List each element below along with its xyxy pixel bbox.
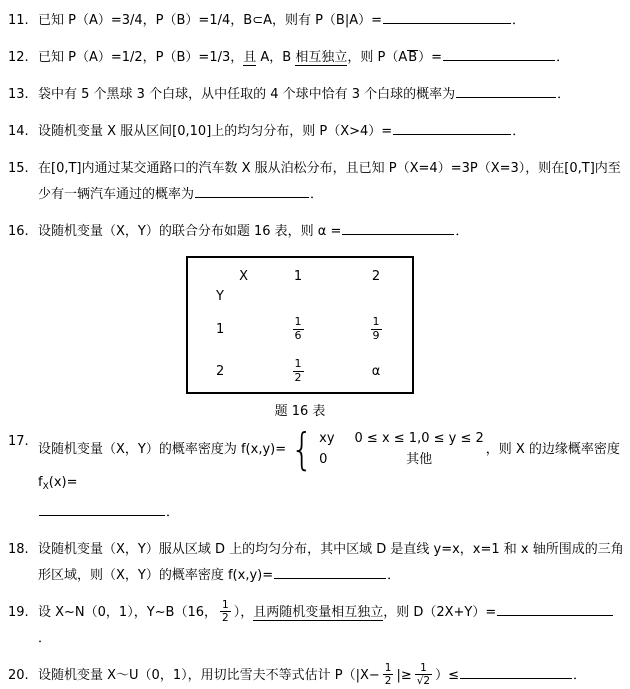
question-list-bottom (6, 423, 624, 689)
text-segment: (x)= (48, 475, 78, 491)
underlined-text: 且两随机变量相互独立 (253, 605, 384, 621)
table-cell-r2c2: α (371, 363, 381, 379)
table-y-label: Y (216, 288, 224, 304)
question-number: 20. (8, 668, 29, 684)
joint-distribution-table (186, 256, 414, 394)
text-segment: 设随机变量（X，Y）的概率密度为 f(x,y)= (38, 442, 287, 458)
blank-field (274, 564, 386, 579)
text-segment: 已知 P（A）=3/4，P（B）=1/4，B⊂A，则有 P（B|A）= (38, 13, 383, 28)
text-segment: ）≤ (435, 668, 459, 684)
brace-icon: { (290, 423, 314, 475)
text-segment: ，则 P（A (347, 50, 408, 65)
question-number: 18. (8, 542, 29, 558)
fraction: $\frac{1}{√2}$ (416, 662, 431, 688)
text-segment: 设 X~N（0，1），Y~B（16， (38, 605, 217, 621)
blank-field (383, 9, 511, 24)
blank-field (456, 83, 556, 98)
text-segment: ． (387, 568, 401, 584)
question-item (6, 219, 624, 245)
text-segment: |≥ (396, 668, 412, 684)
fraction: $\frac{1}{2}$ (294, 356, 302, 384)
text-segment: 设随机变量（X，Y）服从区域 D 上的均匀分布，其中区域 D 是直线 y=x，x=1 和 x 轴所围成的三角形区域，则（X，Y）的概率密度 f(x,y)= (38, 542, 624, 584)
question-number: 13. (8, 87, 29, 102)
table-caption: 题 16 表 (274, 404, 326, 419)
text-segment: ，则 D（2X+Y）= (383, 605, 497, 621)
blank-field (195, 183, 309, 198)
text-segment: ． (557, 87, 571, 102)
text-segment: 已知 P（A）=1/2，P（B）=1/3， (38, 50, 244, 65)
fraction: $\frac{1}{2}$ (384, 662, 392, 688)
text-segment: 设随机变量 X 服从区间[0,10]上的均匀分布，则 P（X>4）= (38, 124, 393, 139)
question-item (6, 156, 624, 208)
text-segment: ． (512, 124, 526, 139)
question-item (6, 82, 624, 108)
question-item (6, 45, 624, 71)
fraction: $\frac{1}{9}$ (372, 314, 380, 342)
blank-field (342, 220, 454, 235)
text-segment: ． (573, 668, 587, 684)
text-segment: A，B (256, 50, 296, 65)
question-item (6, 537, 624, 589)
text-segment: 袋中有 5 个黑球 3 个白球，从中任取的 4 个球中恰有 3 个白球的概率为 (38, 87, 456, 102)
fraction: $\frac{1}{2}$ (222, 599, 229, 625)
table-row2-label: 2 (216, 363, 225, 379)
table-cell-r2c1 (256, 358, 340, 384)
table-col-header-1: 1 (293, 269, 303, 284)
text-segment: 在[0,T]内通过某交通路口的汽车数 X 服从泊松分布，且已知 P（X=4）=3P（X=3），则在[0,T]内至少有一辆汽车通过的概率为 (38, 161, 621, 202)
question-item (6, 600, 624, 652)
question-number: 16. (8, 224, 29, 239)
blank-field (443, 46, 555, 61)
question-item (6, 119, 624, 145)
text-segment: 设随机变量（X，Y）的联合分布如题 16 表，则 α = (38, 224, 342, 239)
blank-field (460, 664, 572, 679)
question-number: 14. (8, 124, 29, 139)
blank-field (497, 601, 613, 616)
question-number: 17. (8, 434, 29, 449)
table-x-label: X (239, 269, 248, 284)
table-cell-r1c1 (256, 316, 340, 342)
text-segment: ． (455, 224, 469, 239)
question-item (6, 8, 624, 34)
underlined-text: 相互独立 (295, 50, 348, 65)
question-number: 11. (8, 13, 29, 28)
text-segment: ． (38, 631, 52, 647)
text-segment: ． (556, 50, 570, 65)
question-item (6, 423, 624, 526)
subscript: X (42, 482, 49, 493)
table-col-header-2: 2 (371, 269, 381, 284)
cases-expression: { xy 0 ≤ x ≤ 1,0 ≤ y ≤ 2 0 其他 (290, 423, 484, 475)
question-item (6, 663, 624, 689)
underlined-text: 且 (243, 50, 257, 65)
blank-field (393, 120, 511, 135)
text-segment: ）= (418, 50, 443, 65)
fraction: $\frac{1}{6}$ (294, 314, 302, 342)
text-segment: ）， (233, 605, 254, 621)
text-segment: ，则 X 的边缘概率密度 f (38, 442, 620, 491)
question-number: 19. (8, 605, 29, 621)
table-cell-r1c2 (340, 316, 412, 342)
text-segment: ． (310, 187, 324, 202)
blank-field (39, 501, 165, 516)
table-row1-label: 1 (216, 321, 225, 337)
question-list-top (6, 8, 624, 245)
question-number: 12. (8, 50, 29, 65)
overbar-term: B (408, 50, 418, 65)
question-number: 15. (8, 161, 29, 176)
text-segment: ． (512, 13, 526, 28)
text-segment: ． (166, 505, 180, 521)
text-segment: 设随机变量 X～U（0，1），用切比雪夫不等式估计 P（|X− (38, 668, 380, 684)
